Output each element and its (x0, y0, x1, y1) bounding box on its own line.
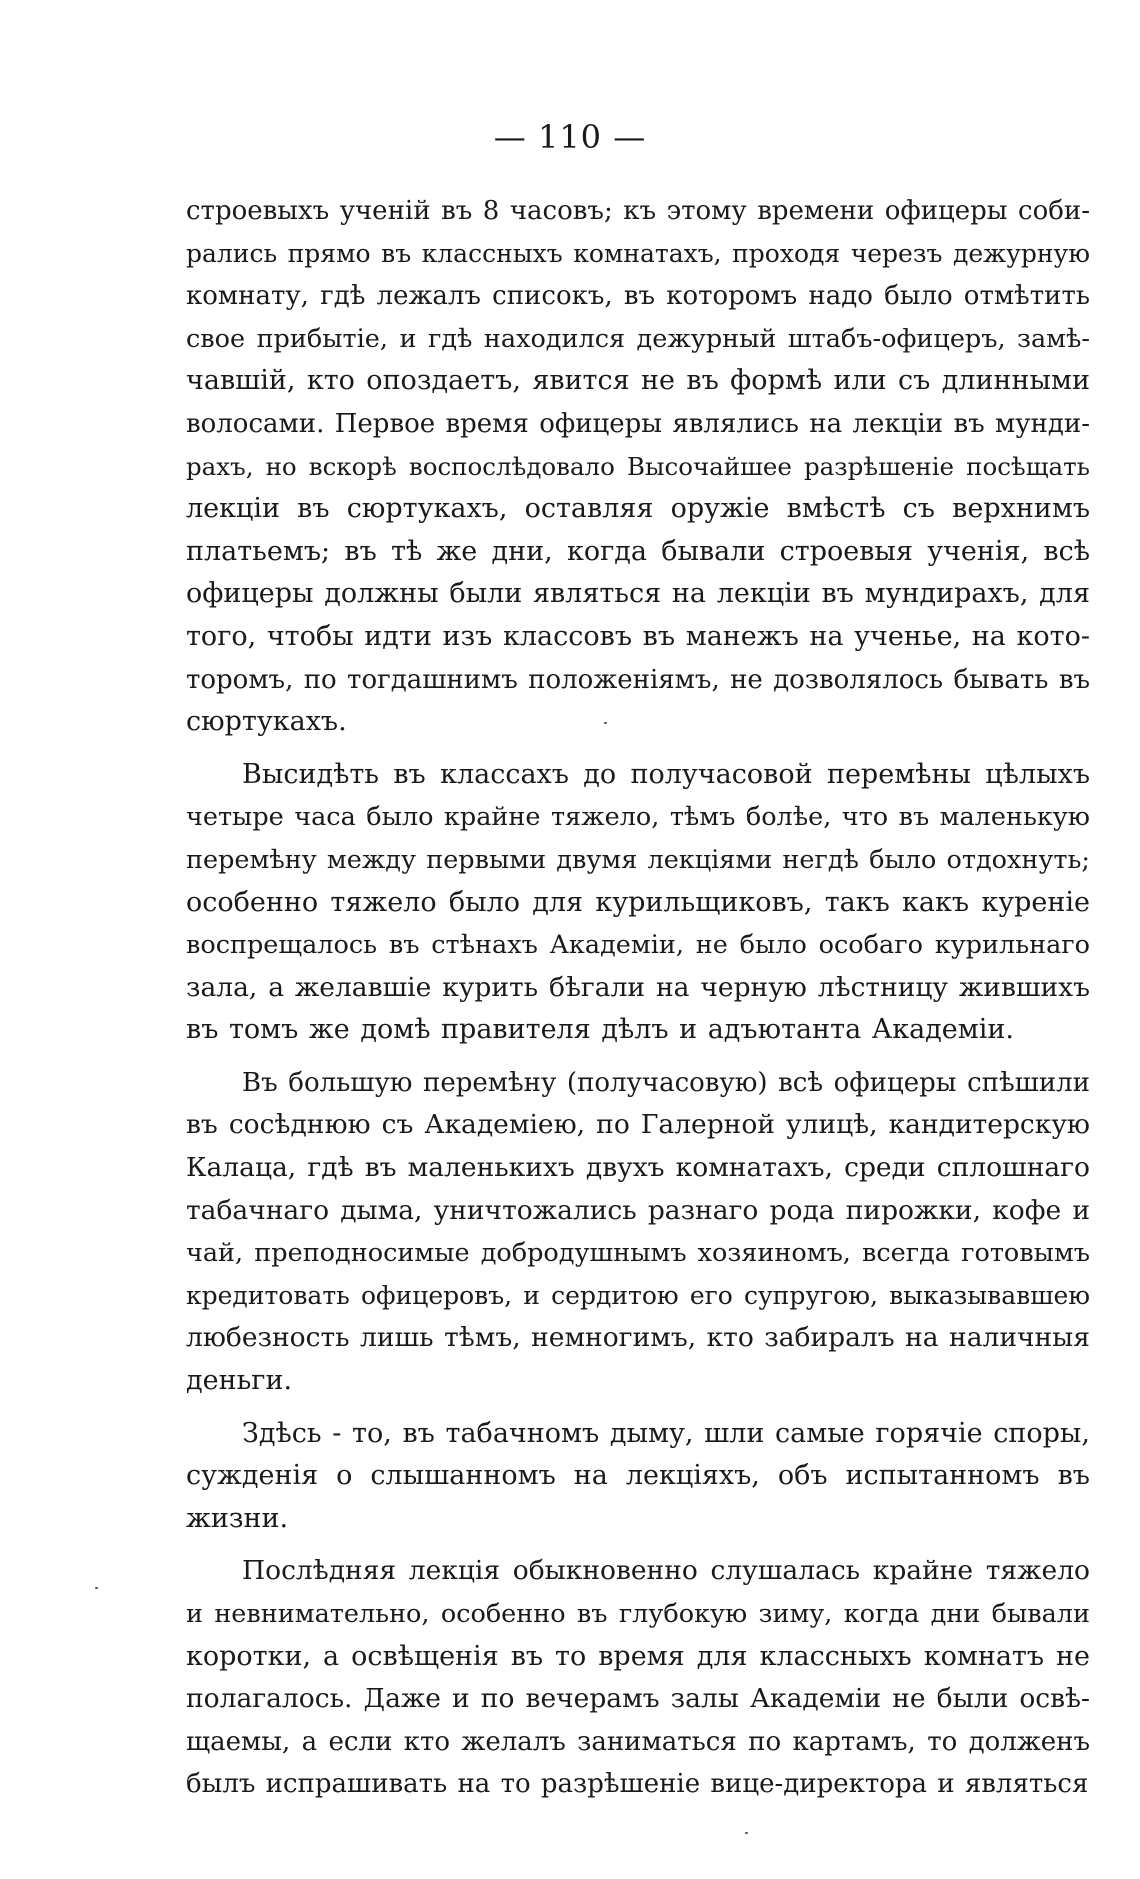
text-line: волосами. Первое время офицеры являлись на лекціи въ мунди- (186, 408, 1090, 439)
print-speck (745, 1832, 748, 1834)
text-line: деньги. (186, 1365, 293, 1397)
text-line: особенно тяжело было для курильщиковъ, такъ какъ куреніе (186, 886, 1090, 918)
text-line: полагалось. Даже и по вечерамъ залы Академіи не были освѣ- (186, 1683, 1090, 1715)
text-line: перемѣну между первыми двумя лекціями негдѣ было отдохнуть; (186, 844, 1090, 875)
print-speck (604, 722, 607, 724)
paragraph-gap (186, 744, 1090, 754)
text-line: коротки, а освѣщенія въ то время для классныхъ комнатъ не (186, 1640, 1090, 1672)
text-line: Въ большую перемѣну (получасовую) всѣ офицеры спѣшили (242, 1067, 1090, 1098)
paragraph-gap (186, 1052, 1090, 1062)
text-line: табачнаго дыма, уничтожались разнаго рода пирожки, кофе и (186, 1194, 1090, 1226)
paragraph-gap (186, 1540, 1090, 1550)
text-line: кредитовать офицеровъ, и сердитою его супругою, выказывавшею (186, 1280, 1090, 1310)
text-line: торомъ, по тогдашнимъ положеніямъ, не дозволялось бывать въ (186, 664, 1090, 695)
text-line: чавшій, кто опоздаетъ, явится не въ формѣ или съ длинными (186, 365, 1090, 397)
text-line: щаемы, а если кто желалъ заниматься по картамъ, то долженъ (186, 1726, 1090, 1757)
body-text (186, 190, 1090, 1806)
text-line: комнату, гдѣ лежалъ списокъ, въ которомъ надо было отмѣтить (186, 281, 1090, 312)
text-line: любезность лишь тѣмъ, немногимъ, кто забиралъ на наличныя (186, 1322, 1090, 1354)
text-line: свое прибытіе, и гдѣ находился дежурный штабъ-офицеръ, замѣ- (186, 323, 1090, 354)
paragraph (186, 754, 1090, 1052)
text-line: сюртукахъ. (186, 706, 347, 738)
text-line: того, чтобы идти изъ классовъ въ манежъ на ученье, на кото- (186, 620, 1090, 652)
text-line: сужденія о слышанномъ на лекціяхъ, объ испытанномъ въ (186, 1460, 1090, 1492)
text-line: офицеры должны были являться на лекціи въ мундирахъ, для (186, 578, 1090, 610)
text-line: былъ испрашивать на то разрѣшеніе вице-директора и являться (186, 1769, 1089, 1800)
paragraph (186, 1062, 1090, 1403)
text-line: Высидѣть въ классахъ до получасовой перемѣны цѣлыхъ (242, 758, 1090, 790)
text-line: строевыхъ ученій въ 8 часовъ; къ этому времени офицеры соби- (186, 196, 1090, 226)
text-line: рахъ, но вскорѣ воспослѣдовало Высочайшее разрѣшеніе посѣщать (186, 451, 1090, 481)
text-line: Калаца, гдѣ въ маленькихъ двухъ комнатахъ, среди сплошнаго (186, 1152, 1090, 1184)
text-line: платьемъ; въ тѣ же дни, когда бывали строевыя ученія, всѣ (186, 535, 1090, 567)
text-line: и невнимательно, особенно въ глубокую зиму, когда дни бывали (186, 1599, 1090, 1629)
paragraph (186, 1550, 1090, 1806)
text-line: чай, преподносимые добродушнымъ хозяиномъ, всегда готовымъ (186, 1238, 1090, 1269)
text-line: въ сосѣднюю съ Академіею, по Галерной улицѣ, кандитерскую (186, 1109, 1090, 1141)
paragraph-gap (186, 1403, 1090, 1413)
text-line: лекціи въ сюртукахъ, оставляя оружіе вмѣстѣ съ верхнимъ (186, 493, 1090, 525)
text-line: Здѣсь - то, въ табачномъ дыму, шли самые горячіе споры, (242, 1417, 1090, 1449)
text-line: воспрещалось въ стѣнахъ Академіи, не было особаго курильнаго (186, 930, 1090, 961)
text-line: рались прямо въ классныхъ комнатахъ, проходя черезъ дежурную (186, 238, 1090, 268)
text-line: въ томъ же домѣ правителя дѣлъ и адъютанта Академіи. (186, 1014, 1015, 1046)
text-line: четыре часа было крайне тяжело, тѣмъ болѣе, что въ маленькую (186, 802, 1090, 833)
text-line: зала, а желавшіе курить бѣгали на черную лѣстницу жившихъ (186, 971, 1090, 1003)
print-speck (95, 1587, 98, 1589)
page-number: — 110 — (493, 118, 647, 156)
text-line: Послѣдняя лекція обыкновенно слушалась крайне тяжело (242, 1555, 1090, 1587)
paragraph (186, 190, 1090, 744)
text-line: жизни. (186, 1502, 289, 1534)
paragraph (186, 1413, 1090, 1541)
